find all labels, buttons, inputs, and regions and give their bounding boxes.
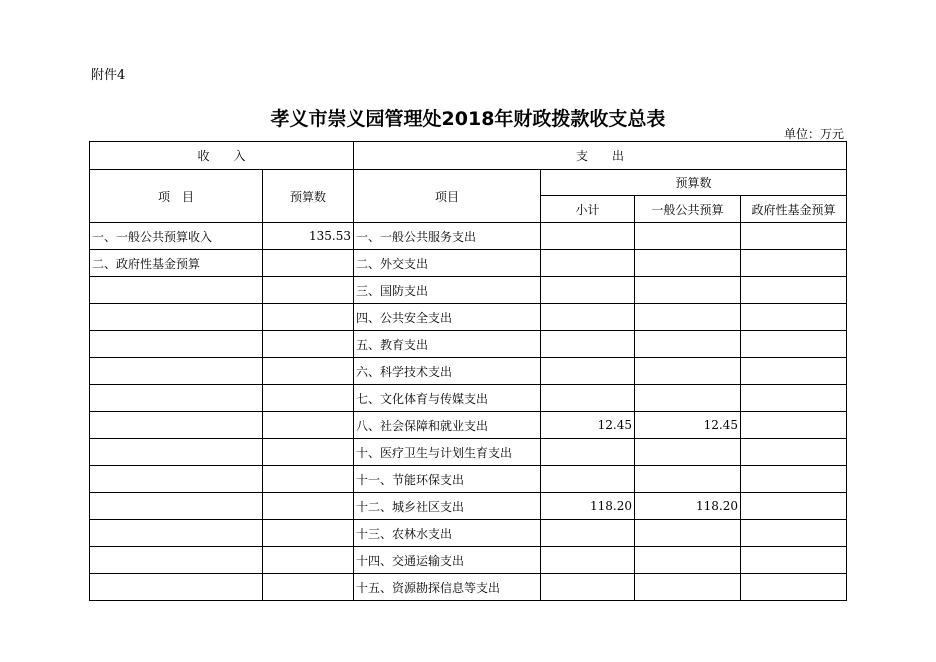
income-budget-header: 预算数 <box>263 170 354 223</box>
expense-item-cell: 八、社会保障和就业支出 <box>354 412 541 439</box>
fund-budget-cell <box>741 358 847 385</box>
expense-item-cell: 十、医疗卫生与计划生育支出 <box>354 439 541 466</box>
income-item-header: 项 目 <box>90 170 263 223</box>
income-item-cell <box>90 574 263 601</box>
expense-item-cell: 四、公共安全支出 <box>354 304 541 331</box>
fund-budget-cell <box>741 439 847 466</box>
table-row <box>90 520 847 547</box>
general-budget-cell <box>635 574 741 601</box>
income-budget-cell: 135.53 <box>263 223 354 250</box>
income-item-cell <box>90 412 263 439</box>
general-budget-cell <box>635 331 741 358</box>
general-budget-cell <box>635 358 741 385</box>
unit-label: 单位：万元 <box>783 127 844 141</box>
income-item-cell <box>90 466 263 493</box>
fund-budget-cell <box>741 277 847 304</box>
income-budget-cell <box>263 304 354 331</box>
expense-item-header: 项目 <box>354 170 541 223</box>
table-row <box>90 250 847 277</box>
subtotal-cell <box>541 358 635 385</box>
table-row <box>90 574 847 601</box>
expense-item-cell: 十五、资源勘探信息等支出 <box>354 574 541 601</box>
fund-budget-cell <box>741 547 847 574</box>
expense-item-cell: 十四、交通运输支出 <box>354 547 541 574</box>
subtotal-cell <box>541 439 635 466</box>
subtotal-cell <box>541 574 635 601</box>
table-row <box>90 304 847 331</box>
income-item-cell <box>90 493 263 520</box>
fund-budget-cell <box>741 223 847 250</box>
subtotal-header: 小计 <box>541 196 635 223</box>
income-item-cell <box>90 439 263 466</box>
general-budget-cell <box>635 223 741 250</box>
table-row <box>90 358 847 385</box>
income-budget-cell <box>263 277 354 304</box>
fund-budget-cell <box>741 385 847 412</box>
income-item-cell <box>90 277 263 304</box>
fund-budget-cell <box>741 574 847 601</box>
subtotal-cell <box>541 304 635 331</box>
subtotal-cell <box>541 466 635 493</box>
expense-item-cell: 十三、农林水支出 <box>354 520 541 547</box>
expense-item-cell: 七、文化体育与传媒支出 <box>354 385 541 412</box>
table-body <box>90 223 847 601</box>
table-row <box>90 385 847 412</box>
general-budget-cell <box>635 466 741 493</box>
subtotal-cell <box>541 277 635 304</box>
general-budget-cell <box>635 439 741 466</box>
expense-item-cell: 一、一般公共服务支出 <box>354 223 541 250</box>
expense-item-cell: 十一、节能环保支出 <box>354 466 541 493</box>
income-budget-cell <box>263 574 354 601</box>
attachment-label: 附件4 <box>91 68 126 83</box>
general-budget-cell <box>635 385 741 412</box>
expense-item-cell: 三、国防支出 <box>354 277 541 304</box>
income-budget-cell <box>263 412 354 439</box>
income-header: 收 入 <box>90 142 354 170</box>
income-budget-cell <box>263 466 354 493</box>
general-budget-cell <box>635 250 741 277</box>
income-budget-cell <box>263 493 354 520</box>
expense-item-cell: 五、教育支出 <box>354 331 541 358</box>
document-title: 孝义市崇义园管理处2018年财政拨款收支总表 <box>270 108 666 130</box>
income-item-cell <box>90 358 263 385</box>
general-budget-cell <box>635 304 741 331</box>
table-row <box>90 439 847 466</box>
income-budget-cell <box>263 385 354 412</box>
table-row <box>90 331 847 358</box>
subtotal-cell <box>541 547 635 574</box>
general-budget-cell <box>635 547 741 574</box>
general-budget-cell <box>635 520 741 547</box>
general-budget-cell <box>635 277 741 304</box>
income-budget-cell <box>263 331 354 358</box>
expense-budget-header: 预算数 <box>541 170 847 196</box>
subtotal-cell <box>541 520 635 547</box>
income-item-cell <box>90 520 263 547</box>
fund-budget-cell <box>741 412 847 439</box>
subtotal-cell <box>541 250 635 277</box>
fund-budget-header: 政府性基金预算 <box>741 196 847 223</box>
subtotal-cell <box>541 385 635 412</box>
table-row <box>90 493 847 520</box>
table-row <box>90 466 847 493</box>
income-budget-cell <box>263 439 354 466</box>
income-item-cell <box>90 331 263 358</box>
income-budget-cell <box>263 520 354 547</box>
expense-item-cell: 二、外交支出 <box>354 250 541 277</box>
subtotal-cell: 118.20 <box>541 493 635 520</box>
general-budget-cell: 12.45 <box>635 412 741 439</box>
fund-budget-cell <box>741 304 847 331</box>
general-budget-header: 一般公共预算 <box>635 196 741 223</box>
income-item-cell <box>90 304 263 331</box>
budget-table <box>89 141 847 601</box>
subtotal-cell: 12.45 <box>541 412 635 439</box>
income-item-cell: 二、政府性基金预算 <box>90 250 263 277</box>
fund-budget-cell <box>741 331 847 358</box>
table-row <box>90 277 847 304</box>
table-row <box>90 223 847 250</box>
expense-item-cell: 六、科学技术支出 <box>354 358 541 385</box>
subtotal-cell <box>541 223 635 250</box>
expense-item-cell: 十二、城乡社区支出 <box>354 493 541 520</box>
fund-budget-cell <box>741 466 847 493</box>
fund-budget-cell <box>741 250 847 277</box>
income-budget-cell <box>263 250 354 277</box>
income-item-cell <box>90 547 263 574</box>
income-item-cell: 一、一般公共预算收入 <box>90 223 263 250</box>
income-budget-cell <box>263 358 354 385</box>
income-budget-cell <box>263 547 354 574</box>
fund-budget-cell <box>741 493 847 520</box>
general-budget-cell: 118.20 <box>635 493 741 520</box>
income-item-cell <box>90 385 263 412</box>
table-row <box>90 547 847 574</box>
fund-budget-cell <box>741 520 847 547</box>
subtotal-cell <box>541 331 635 358</box>
table-row <box>90 412 847 439</box>
expense-header: 支 出 <box>354 142 847 170</box>
